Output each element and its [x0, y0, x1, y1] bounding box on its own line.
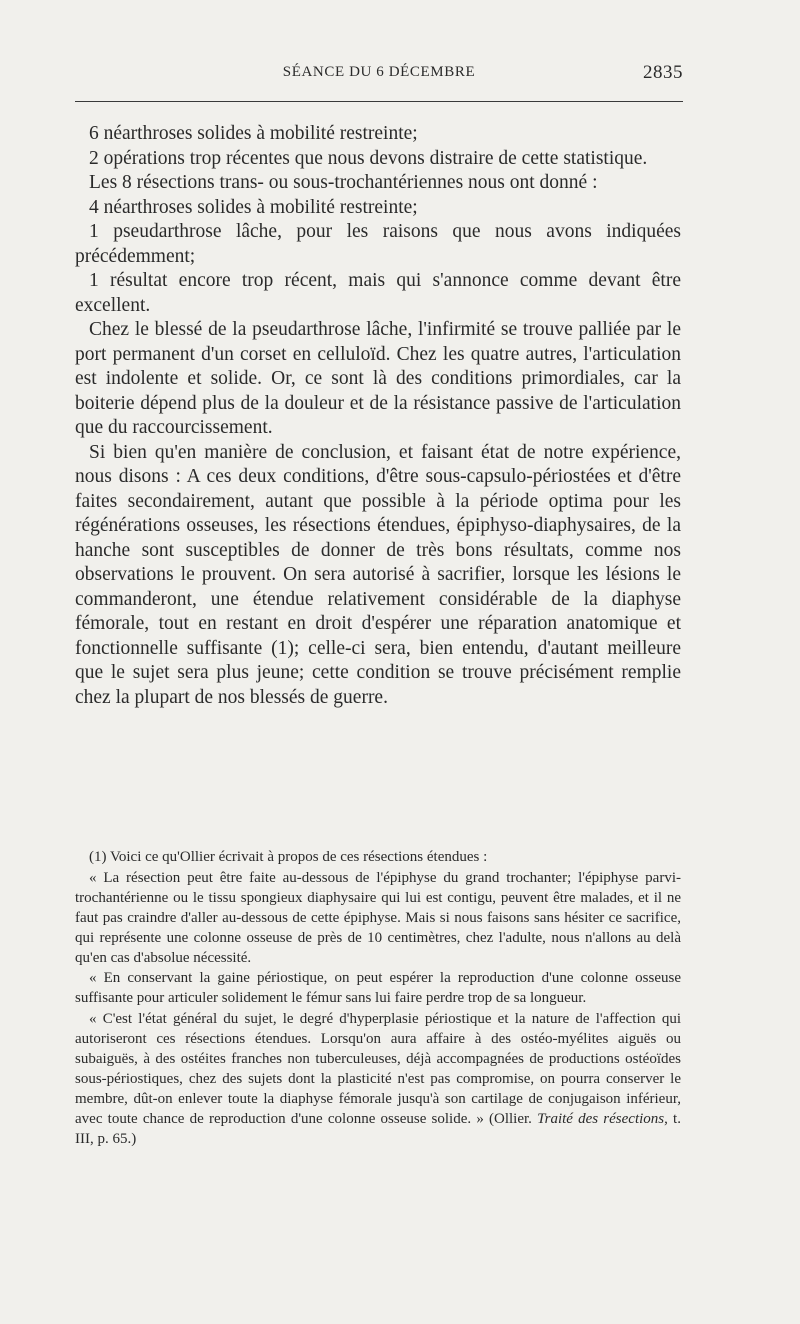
- paragraph: Chez le blessé de la pseudarthrose lâche, l'infirmité se trouve palliée par le port permanent d'un corset en celluloïd. Chez les quatre autres, l'articulation est indolente et solide. Or, ce sont là des conditions primordiales, car la boiterie dépend plus de la douleur et de la résistance passive de l'articulation que du raccourcissement.: [75, 319, 681, 438]
- main-text: [75, 122, 681, 710]
- citation-title: Traité des résections: [537, 1110, 665, 1127]
- footnote-paragraph: « En conservant la gaine périostique, on peut espérer la reproduction d'une colonne osseuse suffisante pour articuler solidement le fémur sans lui faire perdre trop de sa longueur.: [75, 970, 681, 1007]
- footnote-paragraph: (1) Voici ce qu'Ollier écrivait à propos de ces résections étendues :: [89, 849, 488, 865]
- paragraph: 2 opérations trop récentes que nous devons distraire de cette statistique.: [89, 147, 648, 169]
- paragraph: 4 néarthroses solides à mobilité restreinte;: [89, 196, 418, 218]
- paragraph: 1 résultat encore trop récent, mais qui s'annonce comme devant être excellent.: [75, 270, 681, 316]
- footnote-paragraph: « La résection peut être faite au-dessous de l'épiphyse du grand trochanter; l'épiphyse parvi-trochantérienne ou le tissu spongieux diaphysaire qui lui est contigu, peuvent être malades, et il ne faut pas craindre d'aller au-dessous de cette épiphyse. Mais si nous faisons sans hésiter ce sacrifice, qui représente une colonne osseuse de près de 10 centimètres, chez l'adulte, nous n'allons au delà qu'en cas d'absolue nécessité.: [75, 869, 681, 966]
- running-title: SÉANCE DU 6 DÉCEMBRE: [282, 64, 476, 80]
- running-header: [75, 62, 683, 86]
- citation-tail: , t. III, p. 65.): [75, 1110, 681, 1147]
- footnote: [75, 848, 681, 1150]
- footnote-paragraph: « C'est l'état général du sujet, le degré d'hyperplasie périostique et la nature de l'affection qui autoriseront ces résections étendues. Lorsqu'on aura affaire à des ostéo-myélites aiguës ou subaiguës, à des ostéites franches non tuberculeuses, déjà accompagnées de productions ostéoïdes sous-périostiques, chez des sujets dont la plasticité n'est pas compromise, on pourra conserver le membre, dût-on enlever toute la diaphyse fémorale jusqu'à son cartilage de conjugaison inférieur, avec toute chance de reproduction d'une colonne osseuse solide. » (Ollier.: [75, 1011, 681, 1127]
- footnote-paragraph-last: [75, 1010, 681, 1149]
- page-number: 2835: [643, 62, 683, 83]
- header-rule: [75, 101, 683, 102]
- paragraph: Les 8 résections trans- ou sous-trochantériennes nous ont donné :: [89, 172, 598, 193]
- paragraph: 1 pseudarthrose lâche, pour les raisons que nous avons indiquées précédemment;: [75, 221, 681, 267]
- paragraph: Si bien qu'en manière de conclusion, et faisant état de notre expérience, nous disons : A ces deux conditions, d'être sous-capsulo-périostées et d'être faites secondairement, autant que possible à la période optima pour les régénérations osseuses, les résections étendues, épiphyso-diaphysaires, de la hanche sont susceptibles de donner de très bons résultats, comme nos observations le prouvent. On sera autorisé à sacrifier, lorsque les lésions le commanderont, une étendue relativement considérable de la diaphyse fémorale, tout en restant en droit d'espérer une réparation anatomique et fonctionnelle suffisante (1); celle-ci sera, bien entendu, d'autant meilleure que le sujet sera plus jeune; cette condition se trouve précisément remplie chez la plupart de nos blessés de guerre.: [75, 441, 681, 708]
- paragraph: 6 néarthroses solides à mobilité restreinte;: [89, 123, 418, 144]
